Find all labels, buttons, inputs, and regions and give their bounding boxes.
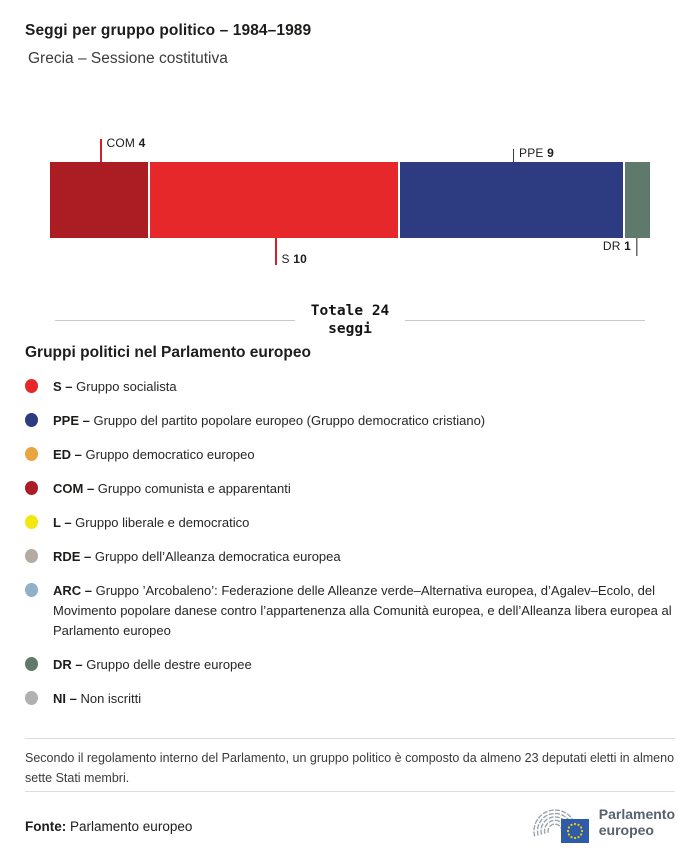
legend-list [25, 377, 675, 709]
footer [25, 800, 675, 844]
legend-item-arc [25, 581, 675, 641]
legend-color-dot [25, 583, 38, 597]
page-title: Seggi per gruppo politico – 1984–1989 [25, 22, 312, 39]
legend-color-dot [25, 691, 38, 705]
legend-item-text: PPE – Gruppo del partito popolare europeo (Gruppo democratico cristiano) [53, 413, 486, 429]
bar-label-s [275, 238, 307, 265]
legend-item-text: DR – Gruppo delle destre europee [53, 657, 252, 673]
bar-label-text: DR 1 [602, 239, 631, 253]
legend-item-ppe [25, 411, 675, 431]
bar-label-text: COM 4 [106, 136, 146, 150]
legend-item-l [25, 513, 675, 533]
legend-item-text: L – Gruppo liberale e democratico [53, 515, 250, 531]
legend-color-dot [25, 657, 38, 671]
legend-item-text: ED – Gruppo democratico europeo [53, 447, 255, 463]
legend-color-dot [25, 413, 38, 427]
bar-label-ppe [513, 146, 555, 162]
bar-label-com [100, 136, 146, 162]
total-seats-line2: seggi [328, 321, 372, 338]
ep-hemicycle-flag-icon [528, 800, 592, 844]
legend-heading: Gruppi politici nel Parlamento europeo [25, 344, 311, 362]
seats-chart [50, 134, 650, 269]
legend-color-dot [25, 549, 38, 563]
tick-mark [275, 238, 277, 265]
legend-color-dot [25, 481, 38, 495]
legend-item-ni [25, 689, 675, 709]
tick-mark [100, 139, 102, 162]
bar-segment-com[interactable] [50, 162, 150, 238]
legend-item-com [25, 479, 675, 499]
bar-label-dr [603, 238, 638, 256]
legend-item-text: RDE – Gruppo dell’Alleanza democratica europea [53, 549, 341, 565]
bar-label-text: S 10 [281, 252, 307, 266]
seats-bar [50, 162, 650, 238]
ep-logo-text [599, 806, 675, 838]
legend-color-dot [25, 515, 38, 529]
legend-item-dr [25, 655, 675, 675]
source-line [25, 819, 192, 834]
ep-logo-text-line2: europeo [598, 822, 654, 839]
legend-item-text: NI – Non iscritti [53, 691, 142, 707]
total-seats-row [55, 302, 645, 338]
footnote [25, 738, 675, 792]
divider-line-right [405, 320, 645, 321]
total-seats-line1: Totale 24 [310, 303, 390, 319]
bar-segment-dr[interactable] [625, 162, 650, 238]
source-name: Parlamento europeo [70, 819, 193, 835]
tick-mark [636, 238, 638, 256]
ep-logo [528, 800, 675, 844]
legend-color-dot [25, 379, 38, 393]
legend-item-s [25, 377, 675, 397]
bar-label-text: PPE 9 [519, 146, 555, 160]
page-subtitle: Grecia – Sessione costitutiva [28, 50, 228, 67]
source-label: Fonte: [25, 819, 67, 835]
bar-segment-ppe[interactable] [400, 162, 625, 238]
divider-line-left [55, 320, 295, 321]
legend-item-text: S – Gruppo socialista [53, 379, 177, 395]
bar-segment-s[interactable] [150, 162, 400, 238]
legend-item-rde [25, 547, 675, 567]
legend-item-text: ARC – Gruppo ’Arcobaleno’: Federazione delle Alleanze verde–Alternativa europea, d’Agalev–Ecolo, del Movimento popolare danese contro l’appartenenza alla Comunità europea, e dell’Alleanza libera europea al Parlamento europeo [53, 583, 672, 639]
legend-item-ed [25, 445, 675, 465]
eu-flag-icon [561, 819, 589, 843]
legend-color-dot [25, 447, 38, 461]
tick-mark [513, 149, 515, 162]
legend-item-text: COM – Gruppo comunista e apparentanti [53, 481, 291, 497]
ep-logo-text-line1: Parlamento [598, 806, 675, 823]
footnote-text: Secondo il regolamento interno del Parlamento, un gruppo politico è composto da almeno 23 deputati eletti in almeno sette Stati membri. [25, 751, 675, 786]
total-seats-label [295, 302, 406, 338]
